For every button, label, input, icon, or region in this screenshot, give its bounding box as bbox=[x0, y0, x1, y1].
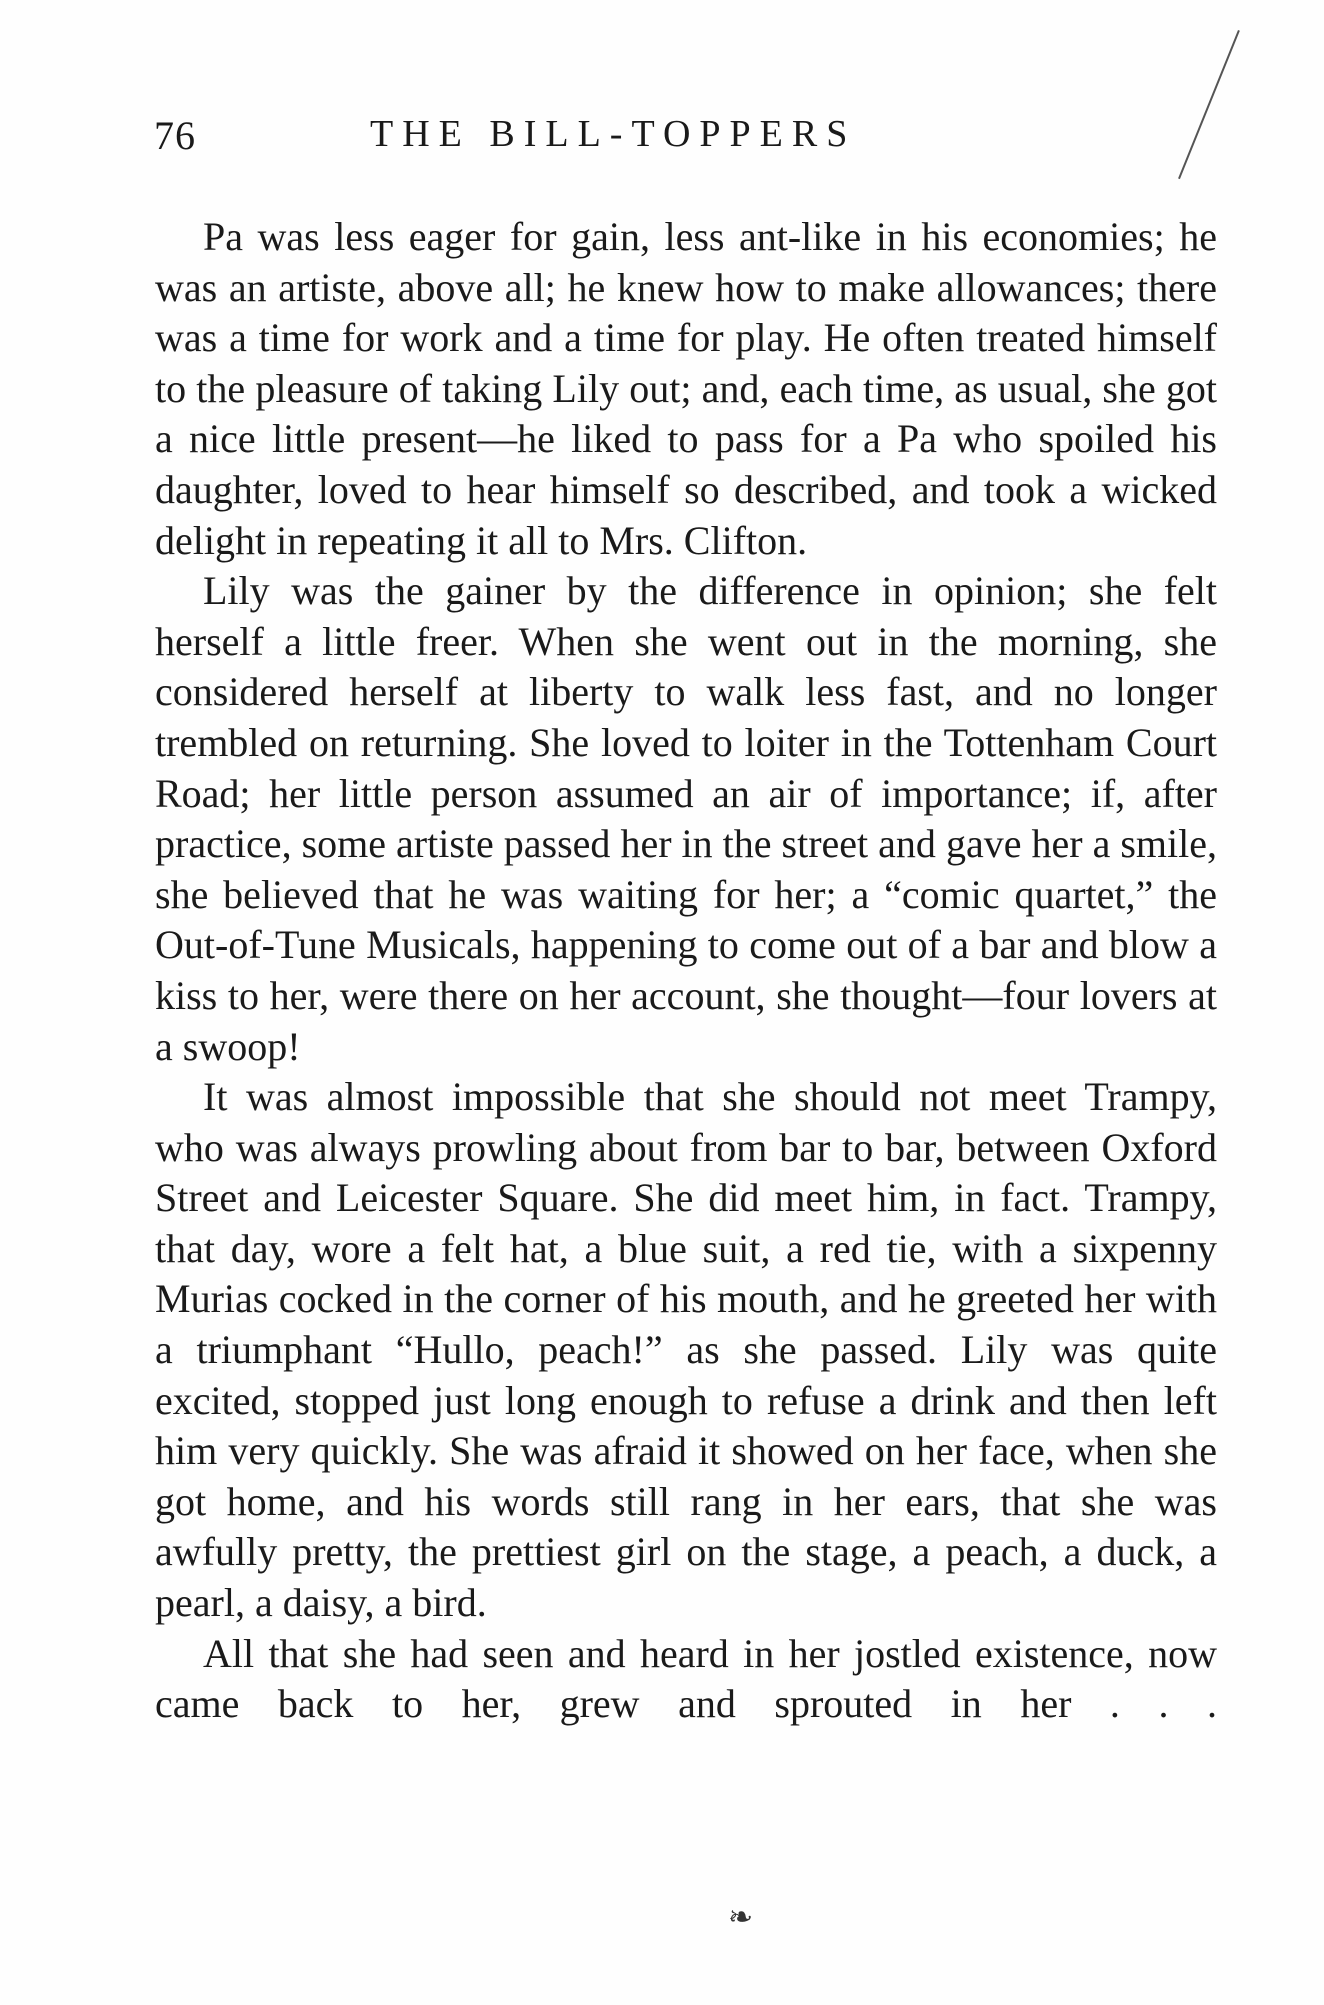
ornament-icon: ❧ bbox=[728, 1901, 754, 1934]
body-text bbox=[155, 212, 1217, 1730]
paragraph-3: It was almost impossible that she should not meet Trampy, who was always prowling about from bar to bar, between Oxford Street and Leicester Square. She did meet him, in fact. Trampy, that day, wore a felt hat, a blue suit, a red tie, with a sixpenny Murias cocked in the corner of his mouth, and he greeted her with a triumphant “Hullo, peach!” as she passed. Lily was quite excited, stopped just long enough to refuse a drink and then left him very quickly. She was afraid it showed on her face, when she got home, and his words still rang in her ears, that she was awfully pretty, the prettiest girl on the stage, a peach, a duck, a pearl, a daisy, a bird. bbox=[155, 1074, 1217, 1626]
page-header bbox=[150, 112, 1220, 172]
running-title: THE BILL-TOPPERS bbox=[370, 113, 857, 155]
paragraph-4: All that she had seen and heard in her jostled existence, now came back to her, grew and sprouted in her . . . bbox=[155, 1630, 1217, 1727]
paragraph-1: Pa was less eager for gain, less ant-like in his economies; he was an artiste, above all; he knew how to make allowances; there was a time for work and a time for play. He often treated himself to the pleasure of taking Lily out; and, each time, as usual, she got a nice little present—he liked to pass for a Pa who spoiled his daughter, loved to hear himself so described, and took a wicked delight in repeating it all to Mrs. Clifton. bbox=[155, 214, 1217, 563]
paragraph-2: Lily was the gainer by the difference in opinion; she felt herself a little freer. When she went out in the morning, she considered herself at liberty to walk less fast, and no longer trembled on returning. She loved to loiter in the Tottenham Court Road; her little person assumed an air of importance; if, after practice, some artiste passed her in the street and gave her a smile, she believed that he was waiting for her; a “comic quartet,” the Out-of-Tune Musicals, happening to come out of a bar and blow a kiss to her, were there on her account, she thought—four lovers at a swoop! bbox=[155, 568, 1217, 1069]
page-number: 76 bbox=[154, 113, 196, 158]
